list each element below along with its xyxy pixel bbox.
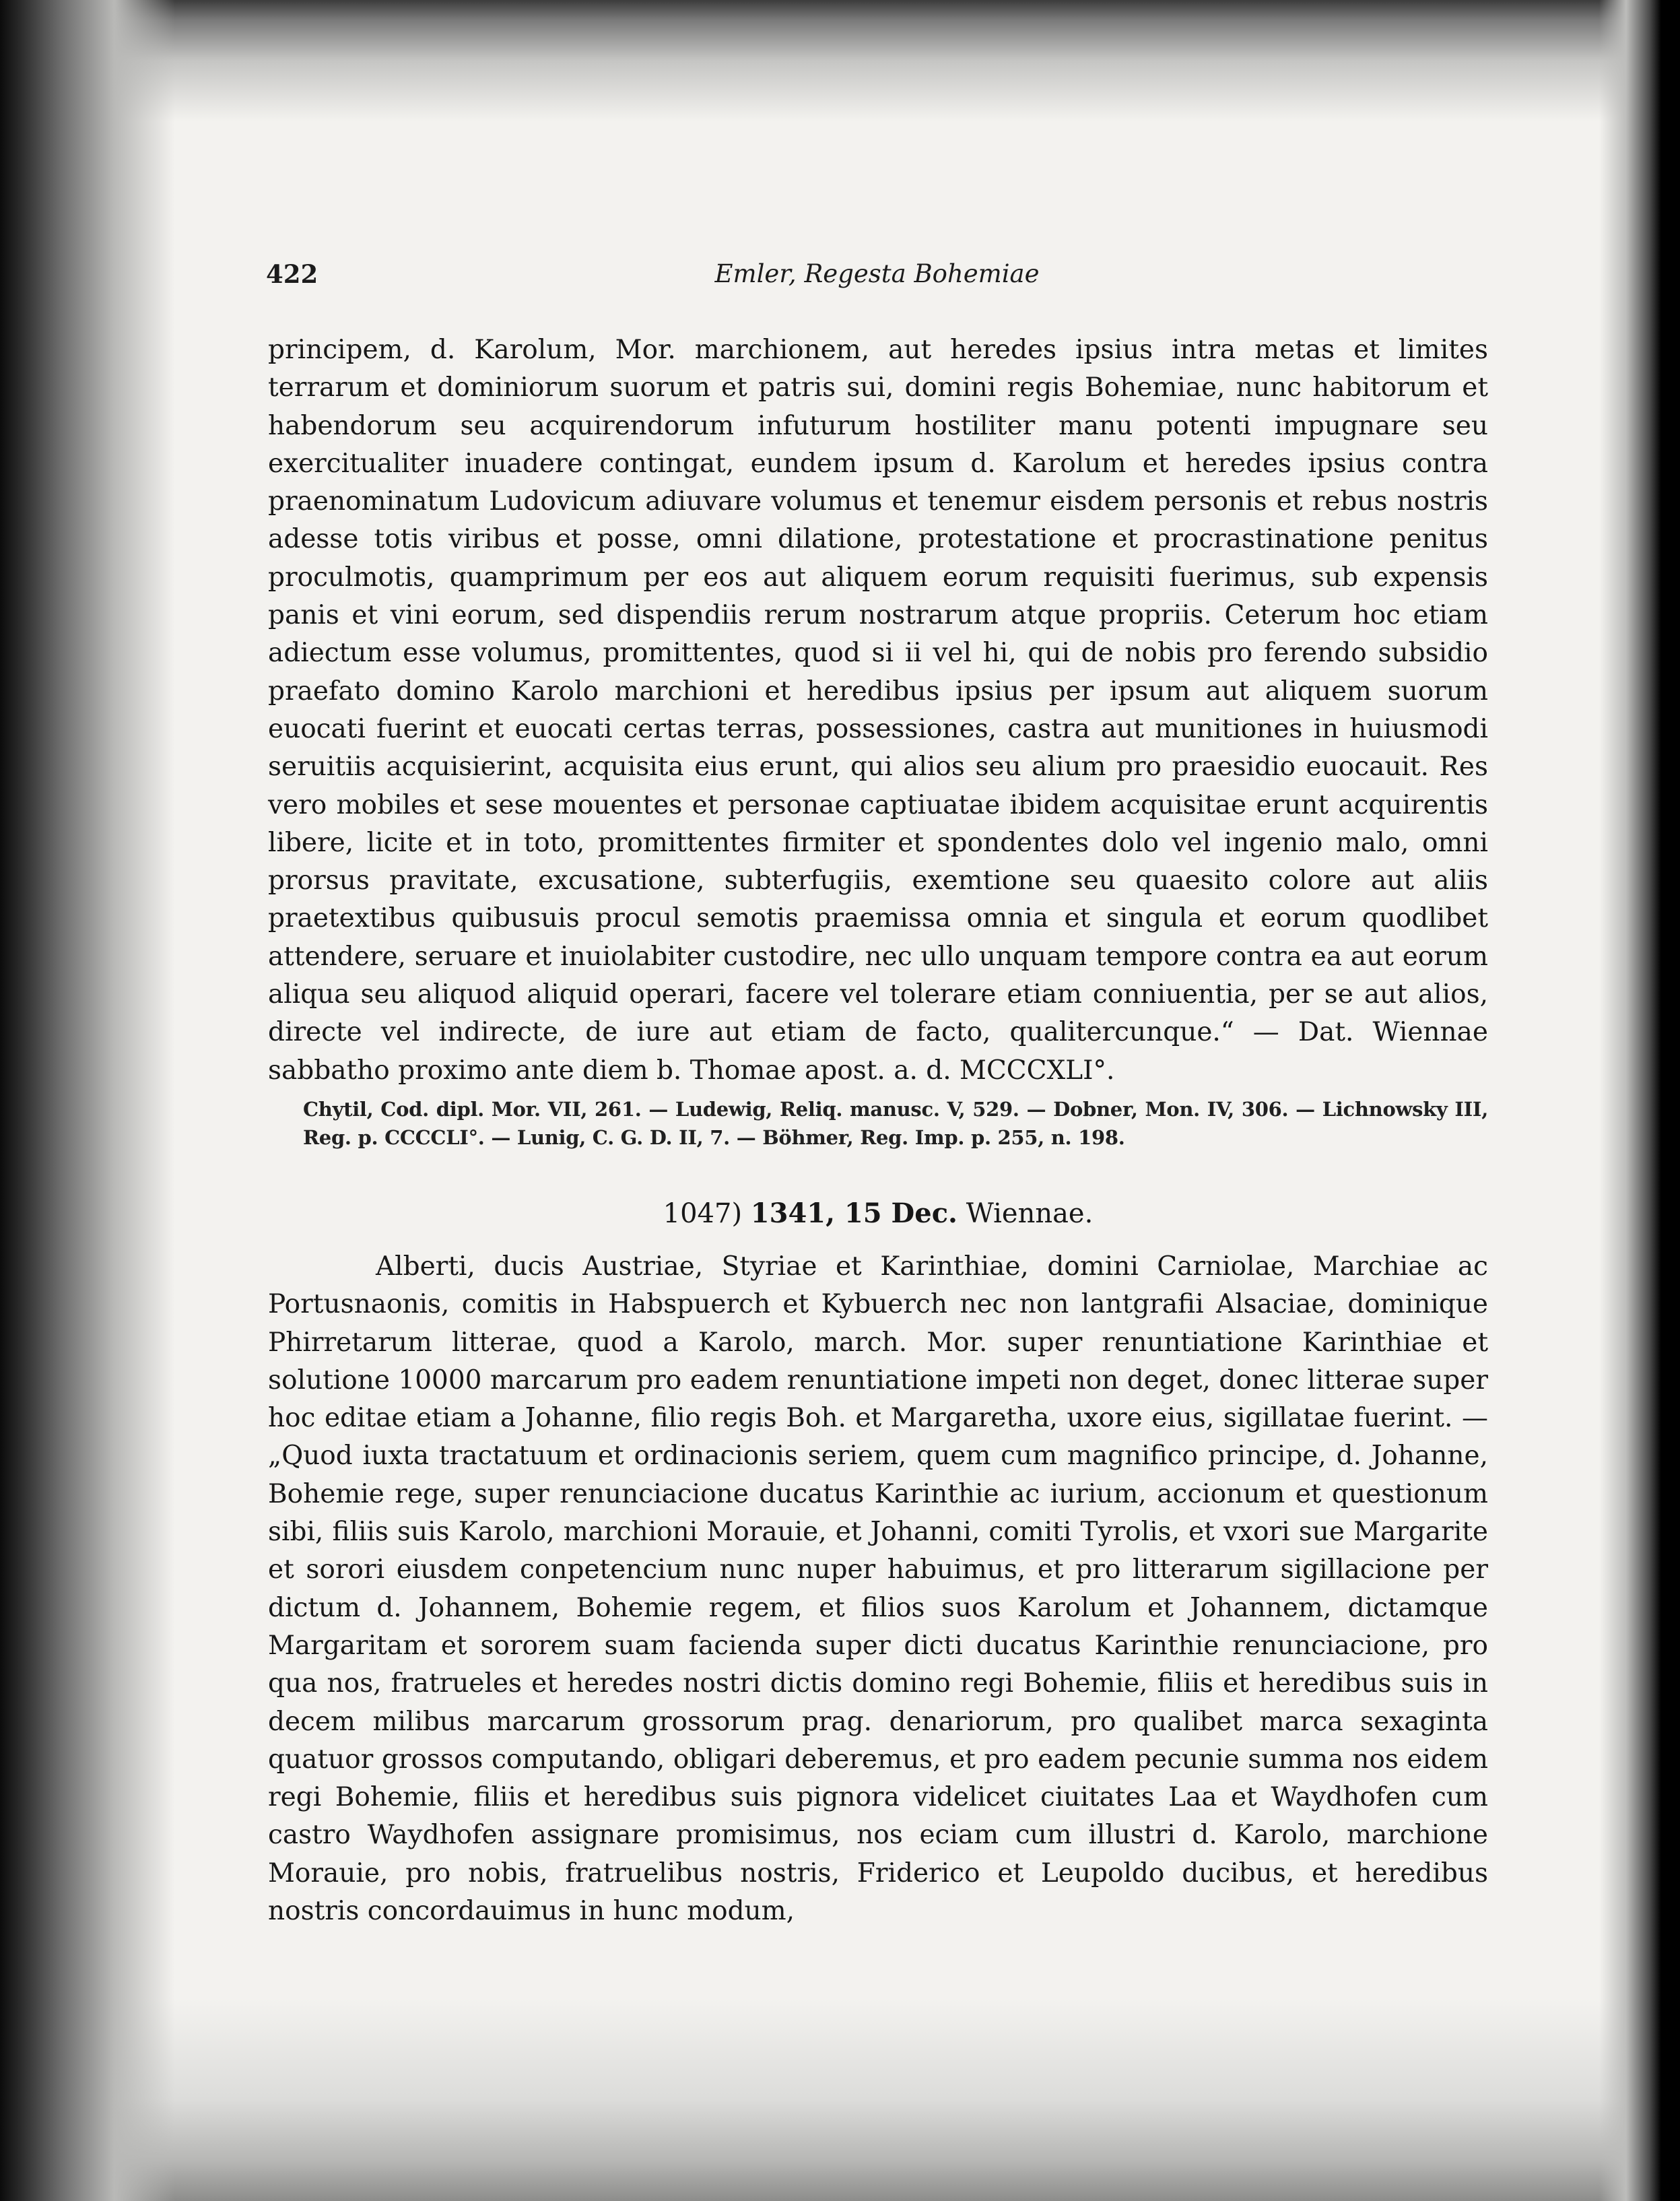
page-number: 422 [266,259,318,289]
entry-text: Alberti, ducis Austriae, Styriae et Karinthiae, domini Carniolae, Marchiae ac Portusnaonis, comitis in Habspuerch et Kybuerch nec non lantgrafii Alsaciae, dominique Phirretarum litterae, quod a Karolo, march. Mor. super renuntiatione Karinthiae et solutione 10000 marcarum pro eadem renuntiatione impeti non deget, donec litterae super hoc editae etiam a Johanne, filio regis Boh. et Margaretha, uxore eius, sigillatae fuerint. — „Quod iuxta tractatuum et ordinacionis seriem, quem cum magnifico principe, d. Johanne, Bohemie rege, super renunciacione ducatus Karinthie ac iurium, accionum et questionum sibi, filiis suis Karolo, marchioni Morauie, et Johanni, comiti Tyrolis, et vxori sue Margarite et sorori eiusdem conpetencium nunc nuper habuimus, et pro litterarum sigillacione per dictum d. Johannem, Bohemie regem, et filios suos Karolum et Johannem, dictamque Margaritam et sororem suam facienda super dicti ducatus Karinthie renunciacione, pro qua nos, fratrueles et heredes nostri dictis domino regi Bohemie, filiis et heredibus suis in decem milibus marcarum grossorum prag. denariorum, pro qualibet marca sexaginta quatuor grossos computando, obligari deberemus, et pro eadem pecunie summa nos eidem regi Bohemie, filiis et heredibus suis pignora videlicet ciuitates Laa et Waydhofen cum castro Waydhofen assignare promisimus, nos eciam cum illustri d. Karolo, marchione Morauie, pro nobis, fratruelibus nostris, Friderico et Leupoldo ducibus, et heredibus nostris concordauimus in hunc modum, [268,1251,1488,1926]
entry-place: Wiennae. [966,1197,1094,1229]
entry-number: 1047) [663,1197,743,1229]
page-header [266,259,1488,300]
scan-shadow-top [0,0,1680,121]
page-body [268,331,1488,1930]
continuation-paragraph: principem, d. Karolum, Mor. marchionem, aut heredes ipsius intra metas et limites terrarum et dominiorum suorum et patris sui, domini regis Bohemiae, nunc habitorum et habendorum seu acquirendorum infuturum hostiliter manu potenti impugnare seu exercitualiter inuadere contingat, eundem ipsum d. Karolum et heredes ipsius contra praenominatum Ludovicum adiuvare volumus et tenemur eisdem personis et rebus nostris adesse totis viribus et posse, omni dilatione, protestatione et procrastinatione penitus proculmotis, quamprimum per eos aut aliquem eorum requisiti fuerimus, sub expensis panis et vini eorum, sed dispendiis rerum nostrarum atque propriis. Ceterum hoc etiam adiectum esse volumus, promittentes, quod si ii vel hi, qui de nobis pro ferendo subsidio praefato domino Karolo marchioni et heredibus ipsius per ipsum aut aliquem suorum euocati fuerint et euocati certas terras, possessiones, castra aut munitiones in huiusmodi seruitiis acquisierint, acquisita eius erunt, qui alios seu alium pro praesidio euocauit. Res vero mobiles et sese mouentes et personae captiuatae ibidem acquisitae erunt acquirentis libere, licite et in toto, promittentes firmiter et spondentes dolo vel ingenio malo, omni prorsus pravitate, excusatione, subterfugiis, exemtione seu quaesito colore aut aliis praetextibus quibusuis procul semotis praemissa omnia et singula et eorum quodlibet attendere, seruare et inuiolabiter custodire, nec ullo unquam tempore contra ea aut eorum aliqua seu aliquod aliquid operari, facere vel tolerare etiam conniuentia, per se aut alios, directe vel indirecte, de iure aut etiam de facto, qualitercunque.“ — Dat. Wiennae sabbatho proximo ante diem b. Thomae apost. a. d. MCCCXLI°. [268,335,1488,1086]
scan-shadow-right [1599,0,1680,2201]
scan-shadow-left [0,0,175,2201]
entry-heading [268,1197,1488,1229]
source-footnote: Chytil, Cod. dipl. Mor. VII, 261. — Ludewig, Reliq. manusc. V, 529. — Dobner, Mon. IV, 306. — Lichnowsky III, Reg. p. CCCCLI°. — Lunig, C. G. D. II, 7. — Böhmer, Reg. Imp. p. 255, n. 198. [303,1097,1488,1149]
scan-shadow-bottom [0,1999,1680,2201]
entry-date: 1341, 15 Dec. [750,1197,957,1229]
running-title: Emler, Regesta Bohemiae [714,259,1040,288]
